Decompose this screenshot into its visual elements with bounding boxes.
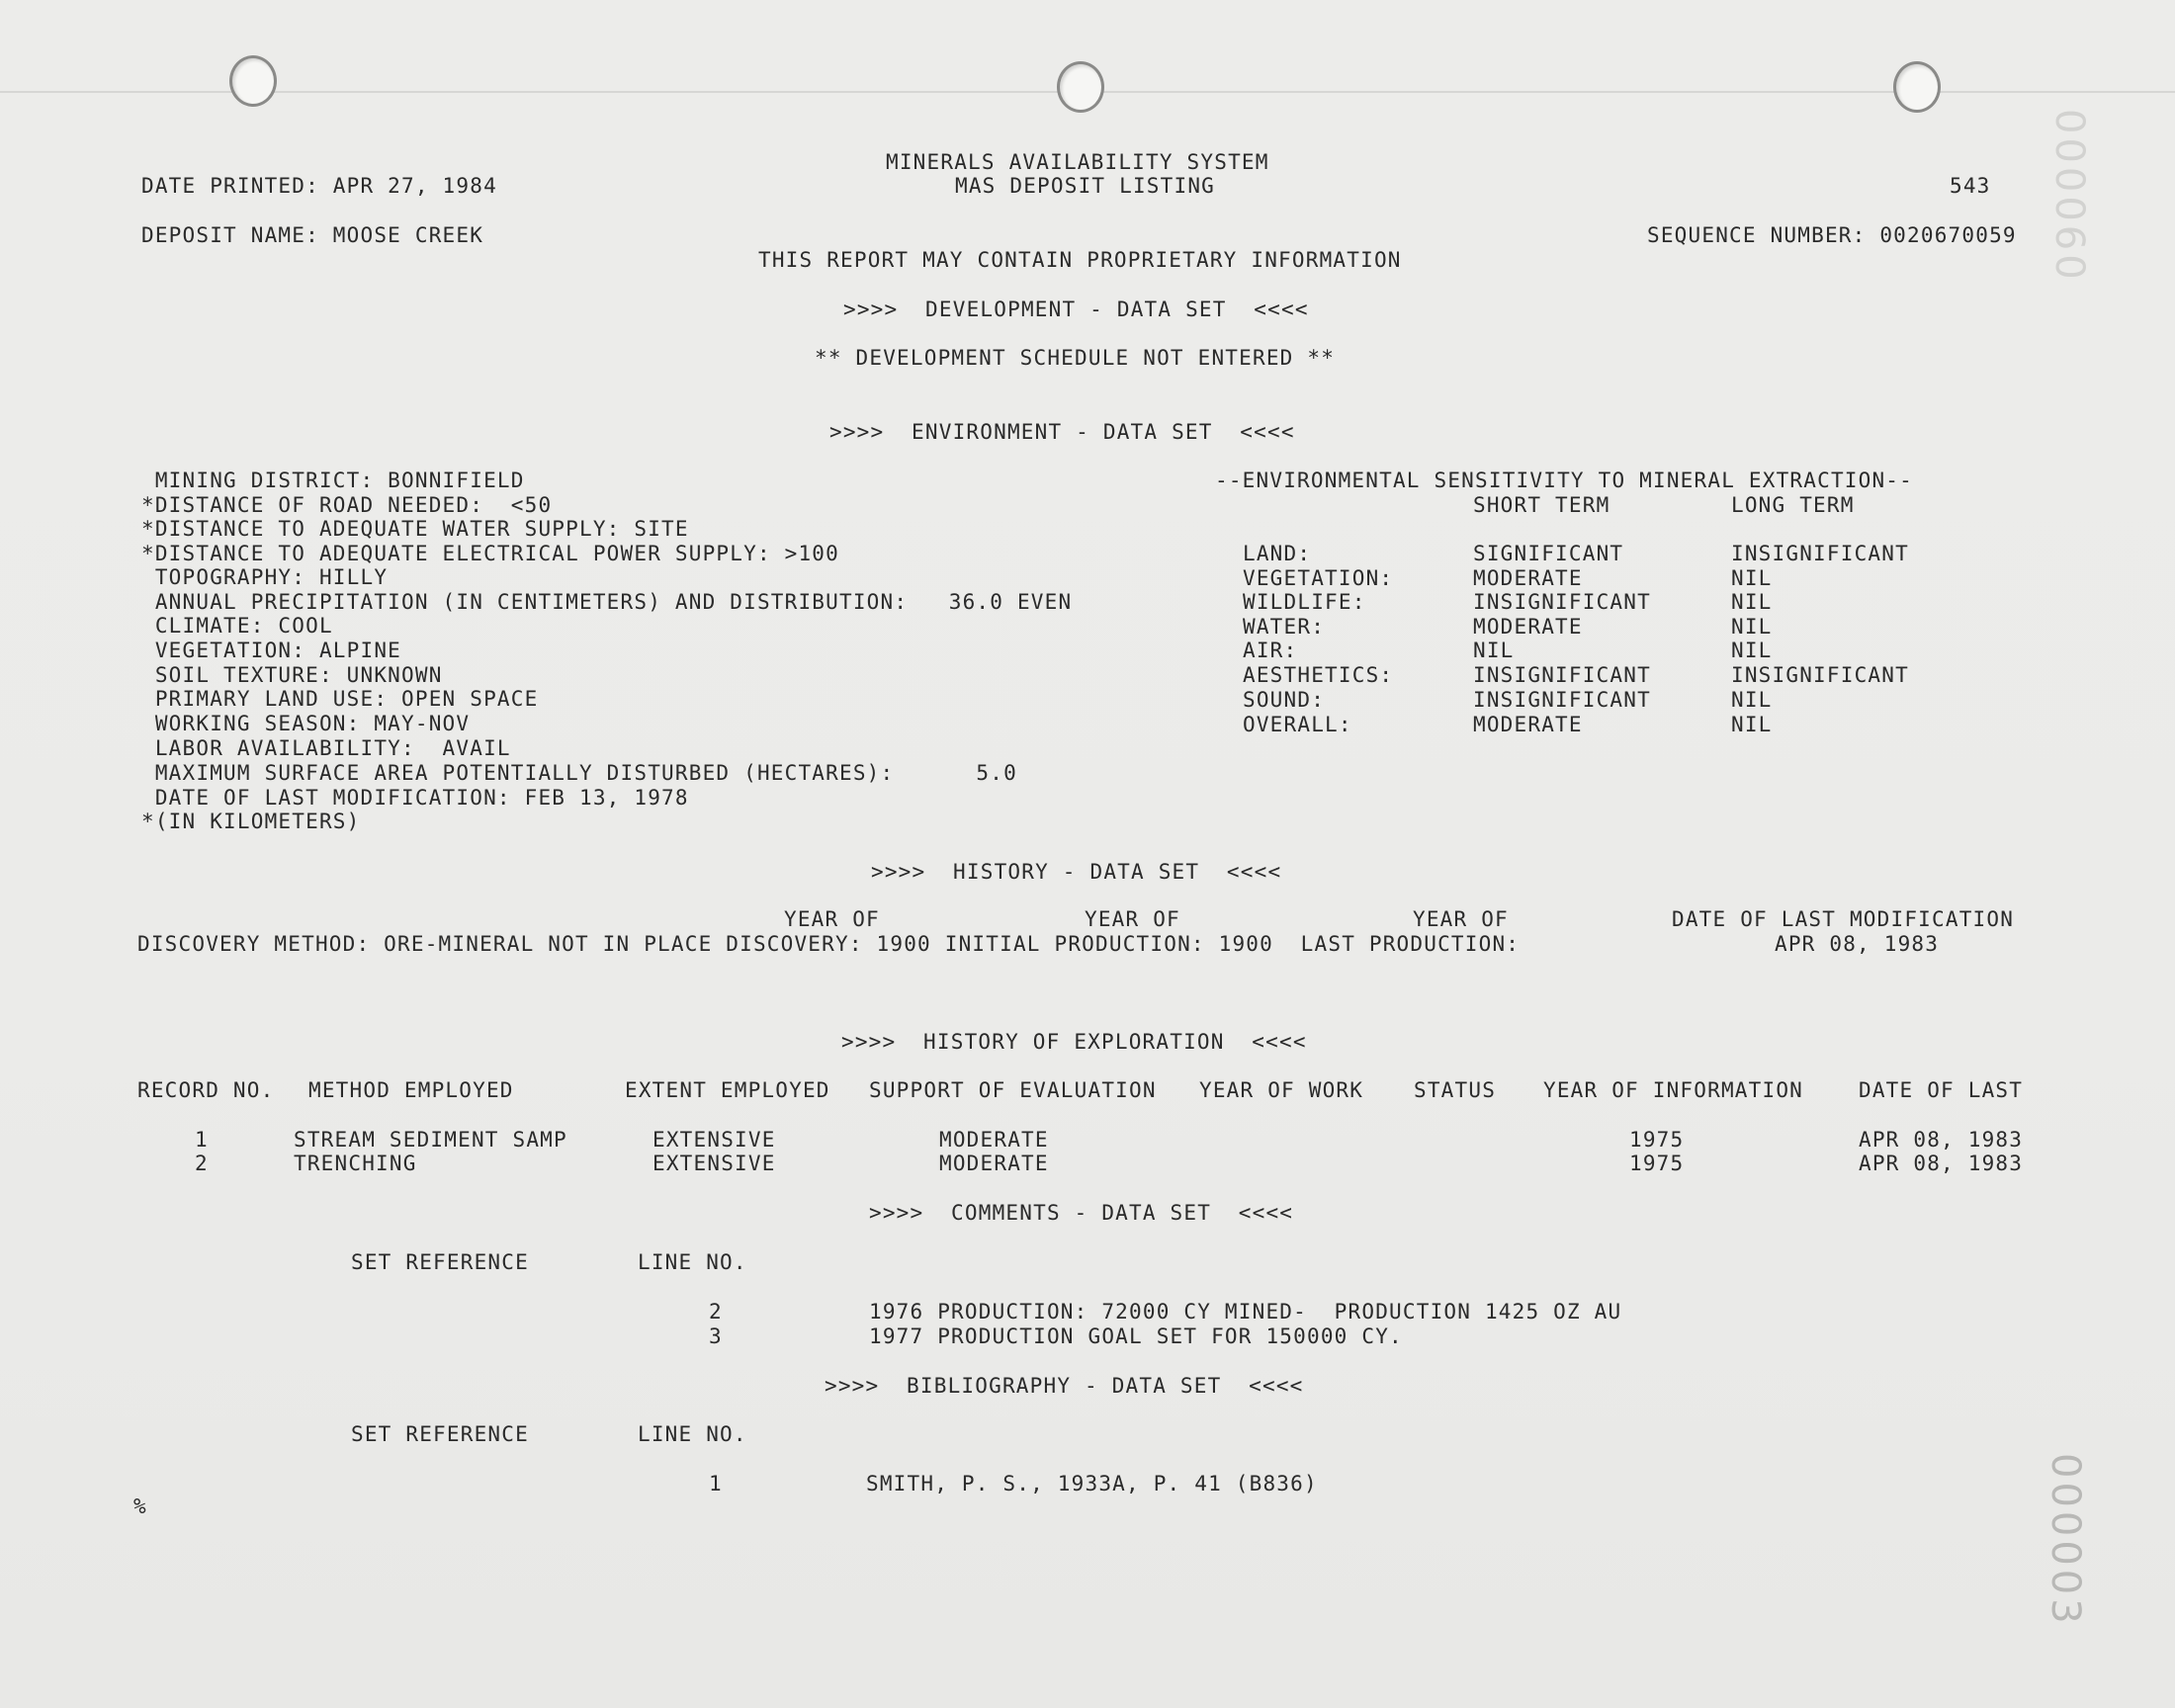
sens-long-overall: NIL	[1731, 713, 1773, 736]
expl-header-year-work: YEAR OF WORK	[1199, 1078, 1364, 1102]
history-col-last-mod: DATE OF LAST MODIFICATION	[1672, 907, 2015, 931]
comment-row-1-text: 1976 PRODUCTION: 72000 CY MINED- PRODUCTION 1425 OZ AU	[869, 1300, 1622, 1324]
sens-factor-wildlife: WILDLIFE:	[1243, 590, 1366, 614]
long-term-label: LONG TERM	[1731, 493, 1855, 517]
env-line-soil: SOIL TEXTURE: UNKNOWN	[141, 663, 443, 687]
comment-row-2-text: 1977 PRODUCTION GOAL SET FOR 150000 CY.	[869, 1324, 1403, 1348]
sens-long-water: NIL	[1731, 615, 1773, 639]
sens-short-water: MODERATE	[1473, 615, 1583, 639]
expl-header-year-info: YEAR OF INFORMATION	[1543, 1078, 1804, 1102]
date-printed: DATE PRINTED: APR 27, 1984	[141, 174, 497, 198]
sequence-number: SEQUENCE NUMBER: 0020670059	[1647, 223, 2017, 247]
sens-factor-air: AIR:	[1243, 639, 1298, 662]
expl-row-1-no: 1	[195, 1128, 209, 1152]
comment-row-1-line: 2	[709, 1300, 723, 1324]
history-col-last: YEAR OF	[1413, 907, 1509, 931]
history-last-mod-date: APR 08, 1983	[1775, 932, 1940, 956]
sens-long-air: NIL	[1731, 639, 1773, 662]
sens-short-air: NIL	[1473, 639, 1515, 662]
env-line-climate: CLIMATE: COOL	[141, 614, 333, 638]
sens-short-wildlife: INSIGNIFICANT	[1473, 590, 1651, 614]
listing-title: MAS DEPOSIT LISTING	[955, 174, 1216, 198]
proprietary-notice: THIS REPORT MAY CONTAIN PROPRIETARY INFORMATION	[758, 248, 1402, 272]
env-line-road: *DISTANCE OF ROAD NEEDED: <50	[141, 493, 553, 517]
exploration-heading: >>>> HISTORY OF EXPLORATION <<<<	[841, 1030, 1307, 1054]
expl-row-2-no: 2	[195, 1152, 209, 1175]
history-col-initial: YEAR OF	[1085, 907, 1180, 931]
sens-factor-water: WATER:	[1243, 615, 1326, 639]
sens-short-vegetation: MODERATE	[1473, 566, 1583, 590]
comments-heading: >>>> COMMENTS - DATA SET <<<<	[869, 1201, 1294, 1225]
expl-row-2-method: TRENCHING	[294, 1152, 417, 1175]
system-title: MINERALS AVAILABILITY SYSTEM	[886, 150, 1269, 174]
expl-row-2-support: MODERATE	[939, 1152, 1049, 1175]
env-line-topography: TOPOGRAPHY: HILLY	[141, 565, 389, 589]
expl-header-date-last: DATE OF LAST	[1859, 1078, 2024, 1102]
sens-long-wildlife: NIL	[1731, 590, 1773, 614]
env-line-season: WORKING SEASON: MAY-NOV	[141, 712, 471, 735]
punch-hole-center	[1057, 61, 1104, 113]
sens-long-aesthetics: INSIGNIFICANT	[1731, 663, 1909, 687]
development-heading: >>>> DEVELOPMENT - DATA SET <<<<	[843, 298, 1309, 321]
expl-header-record: RECORD NO.	[137, 1078, 275, 1102]
sens-factor-aesthetics: AESTHETICS:	[1243, 663, 1394, 687]
percent-mark: %	[133, 1494, 147, 1518]
expl-header-status: STATUS	[1414, 1078, 1497, 1102]
env-line-power: *DISTANCE TO ADEQUATE ELECTRICAL POWER SUPPLY: >100	[141, 542, 839, 565]
expl-row-1-support: MODERATE	[939, 1128, 1049, 1152]
env-line-precipitation: ANNUAL PRECIPITATION (IN CENTIMETERS) AND DISTRIBUTION: 36.0 EVEN	[141, 590, 1073, 614]
expl-row-1-method: STREAM SEDIMENT SAMP	[294, 1128, 567, 1152]
expl-row-1-year-info: 1975	[1629, 1128, 1685, 1152]
expl-row-2-year-info: 1975	[1629, 1152, 1685, 1175]
sens-factor-overall: OVERALL:	[1243, 713, 1352, 736]
env-line-mining-district: MINING DISTRICT: BONNIFIELD	[141, 469, 525, 492]
comment-row-2-line: 3	[709, 1324, 723, 1348]
sens-short-aesthetics: INSIGNIFICANT	[1473, 663, 1651, 687]
sens-factor-land: LAND:	[1243, 542, 1312, 565]
sens-long-land: INSIGNIFICANT	[1731, 542, 1909, 565]
bibliography-line-no: LINE NO.	[638, 1422, 747, 1446]
short-term-label: SHORT TERM	[1473, 493, 1610, 517]
page-number: 543	[1950, 174, 1991, 198]
env-line-surface-area: MAXIMUM SURFACE AREA POTENTIALLY DISTURBED (HECTARES): 5.0	[141, 761, 1017, 785]
sens-factor-vegetation: VEGETATION:	[1243, 566, 1394, 590]
comments-line-no: LINE NO.	[638, 1250, 747, 1274]
environment-heading: >>>> ENVIRONMENT - DATA SET <<<<	[829, 420, 1295, 444]
development-note: ** DEVELOPMENT SCHEDULE NOT ENTERED **	[815, 346, 1336, 370]
sens-short-land: SIGNIFICANT	[1473, 542, 1624, 565]
expl-header-support: SUPPORT OF EVALUATION	[869, 1078, 1157, 1102]
page-stamp-bottom: 000003	[2043, 1453, 2088, 1628]
env-line-labor: LABOR AVAILABILITY: AVAIL	[141, 736, 511, 760]
history-col-discovery: YEAR OF	[784, 907, 880, 931]
env-line-footnote: *(IN KILOMETERS)	[141, 810, 361, 833]
expl-row-2-date-last: APR 08, 1983	[1859, 1152, 2024, 1175]
sens-factor-sound: SOUND:	[1243, 688, 1326, 712]
bibliography-heading: >>>> BIBLIOGRAPHY - DATA SET <<<<	[825, 1374, 1304, 1398]
page-stamp-top: 000060	[2046, 109, 2092, 284]
bibliography-set-reference: SET REFERENCE	[351, 1422, 529, 1446]
expl-header-method: METHOD EMPLOYED	[308, 1078, 514, 1102]
sens-long-sound: NIL	[1731, 688, 1773, 712]
expl-row-1-extent: EXTENSIVE	[652, 1128, 776, 1152]
expl-row-1-date-last: APR 08, 1983	[1859, 1128, 2024, 1152]
expl-header-extent: EXTENT EMPLOYED	[625, 1078, 830, 1102]
env-line-water: *DISTANCE TO ADEQUATE WATER SUPPLY: SITE	[141, 517, 689, 541]
history-heading: >>>> HISTORY - DATA SET <<<<	[871, 860, 1282, 884]
sens-short-sound: INSIGNIFICANT	[1473, 688, 1651, 712]
sens-short-overall: MODERATE	[1473, 713, 1583, 736]
punch-hole-right	[1893, 61, 1941, 113]
sens-long-vegetation: NIL	[1731, 566, 1773, 590]
history-line: DISCOVERY METHOD: ORE-MINERAL NOT IN PLACE DISCOVERY: 1900 INITIAL PRODUCTION: 1900 LAST PRODUCTION:	[137, 932, 1521, 956]
env-line-vegetation: VEGETATION: ALPINE	[141, 639, 402, 662]
sensitivity-title: --ENVIRONMENTAL SENSITIVITY TO MINERAL EXTRACTION--	[1215, 469, 1913, 492]
bib-row-1-text: SMITH, P. S., 1933A, P. 41 (B836)	[866, 1472, 1318, 1495]
bib-row-1-line: 1	[709, 1472, 723, 1495]
punch-hole-left	[229, 55, 277, 107]
env-line-last-mod: DATE OF LAST MODIFICATION: FEB 13, 1978	[141, 786, 689, 810]
env-line-land-use: PRIMARY LAND USE: OPEN SPACE	[141, 687, 539, 711]
comments-set-reference: SET REFERENCE	[351, 1250, 529, 1274]
deposit-name: DEPOSIT NAME: MOOSE CREEK	[141, 223, 484, 247]
expl-row-2-extent: EXTENSIVE	[652, 1152, 776, 1175]
